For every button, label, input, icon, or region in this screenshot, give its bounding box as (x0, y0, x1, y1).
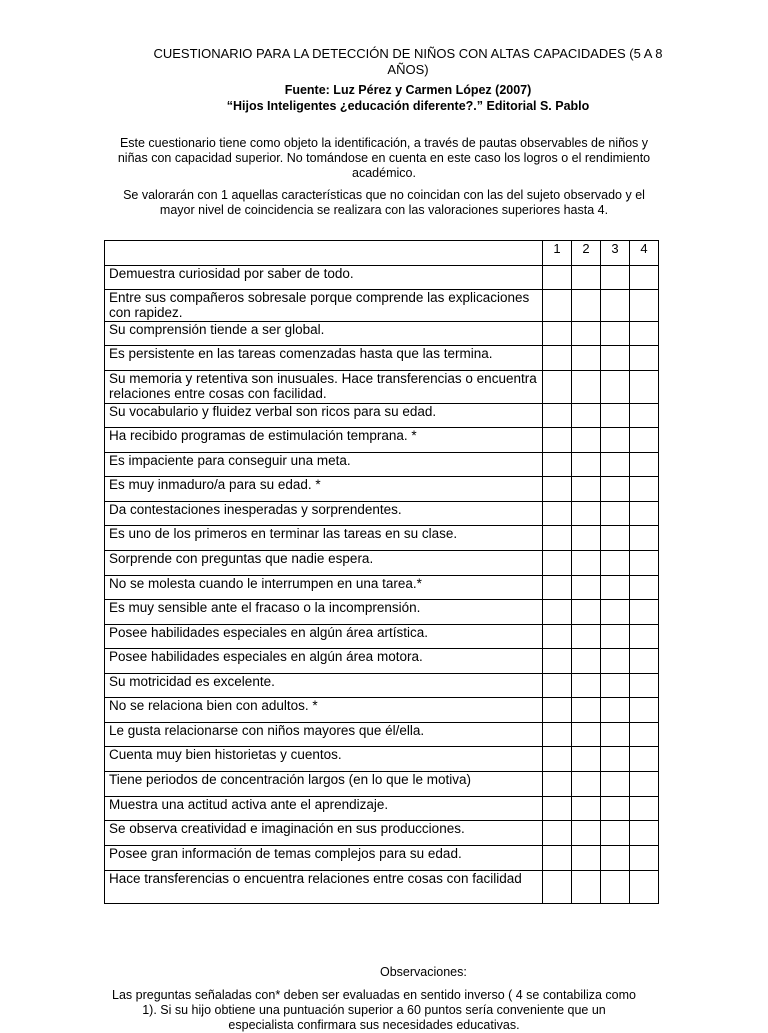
intro-paragraph: Este cuestionario tiene como objeto la identificación, a través de pautas observables de niños y niñas con capacidad superior. No tomándose en cuenta en este caso los logros o el rendimiento académico. (117, 136, 651, 180)
score-cell-4[interactable] (630, 290, 659, 322)
score-cell-3[interactable] (601, 600, 630, 625)
score-cell-1[interactable] (543, 346, 572, 371)
score-cell-4[interactable] (630, 600, 659, 625)
score-cell-2[interactable] (572, 747, 601, 772)
score-cell-2[interactable] (572, 322, 601, 346)
table-row (105, 625, 659, 649)
score-cell-4[interactable] (630, 477, 659, 502)
score-cell-1[interactable] (543, 502, 572, 526)
score-cell-3[interactable] (601, 723, 630, 747)
table-row (105, 290, 659, 322)
score-cell-4[interactable] (630, 428, 659, 453)
score-column-header: 2 (572, 241, 601, 266)
score-cell-1[interactable] (543, 371, 572, 404)
item-text: Tiene periodos de concentración largos (en lo que le motiva) (105, 772, 543, 797)
score-cell-2[interactable] (572, 772, 601, 797)
score-cell-3[interactable] (601, 322, 630, 346)
score-cell-2[interactable] (572, 797, 601, 821)
observations-text: Las preguntas señaladas con* deben ser evaluadas en sentido inverso ( 4 se contabiliza como 1). Si su hijo obtiene una puntuación superior a 60 puntos sería conveniente que un especialista confirmara sus necesidades educativas. (112, 988, 636, 1032)
score-cell-4[interactable] (630, 502, 659, 526)
score-cell-2[interactable] (572, 428, 601, 453)
score-column-header: 4 (630, 241, 659, 266)
score-column-header: 1 (543, 241, 572, 266)
score-cell-2[interactable] (572, 576, 601, 600)
scoring-instructions: Se valorarán con 1 aquellas características que no coincidan con las del sujeto observado y el mayor nivel de coincidencia se realizara con las valoraciones superiores hasta 4. (123, 188, 645, 217)
score-cell-1[interactable] (543, 453, 572, 477)
item-text: Le gusta relacionarse con niños mayores que él/ella. (105, 723, 543, 747)
item-text: Entre sus compañeros sobresale porque comprende las explicaciones con rapidez. (105, 290, 543, 322)
table-row (105, 797, 659, 821)
score-cell-2[interactable] (572, 674, 601, 698)
item-text: Sorprende con preguntas que nadie espera. (105, 551, 543, 576)
score-cell-4[interactable] (630, 266, 659, 290)
score-cell-1[interactable] (543, 266, 572, 290)
score-cell-3[interactable] (601, 698, 630, 723)
observations-title: Observaciones: (380, 965, 467, 979)
document-title: CUESTIONARIO PARA LA DETECCIÓN DE NIÑOS CON ALTAS CAPACIDADES (5 A 8 AÑOS) (153, 46, 663, 77)
table-header-row (105, 241, 659, 266)
item-text: Cuenta muy bien historietas y cuentos. (105, 747, 543, 772)
table-row (105, 266, 659, 290)
table-row (105, 846, 659, 871)
source-authors: Fuente: Luz Pérez y Carmen López (2007) (284, 83, 532, 97)
score-cell-2[interactable] (572, 625, 601, 649)
score-cell-3[interactable] (601, 871, 630, 904)
score-cell-4[interactable] (630, 674, 659, 698)
score-cell-2[interactable] (572, 551, 601, 576)
score-cell-2[interactable] (572, 371, 601, 404)
score-cell-1[interactable] (543, 428, 572, 453)
table-row (105, 747, 659, 772)
score-cell-4[interactable] (630, 846, 659, 871)
score-cell-4[interactable] (630, 576, 659, 600)
table-row (105, 723, 659, 747)
table-row (105, 526, 659, 551)
table-row (105, 371, 659, 404)
questionnaire-table (104, 240, 659, 904)
score-cell-1[interactable] (543, 821, 572, 846)
table-row (105, 821, 659, 846)
table-row (105, 453, 659, 477)
table-row (105, 404, 659, 428)
header-blank-cell (105, 241, 543, 266)
score-cell-2[interactable] (572, 290, 601, 322)
score-cell-4[interactable] (630, 698, 659, 723)
score-cell-3[interactable] (601, 502, 630, 526)
source-citation (150, 82, 666, 114)
score-cell-3[interactable] (601, 821, 630, 846)
score-cell-3[interactable] (601, 404, 630, 428)
item-text: Se observa creatividad e imaginación en sus producciones. (105, 821, 543, 846)
table-row (105, 576, 659, 600)
item-text: Posee habilidades especiales en algún área motora. (105, 649, 543, 674)
score-cell-2[interactable] (572, 649, 601, 674)
score-cell-3[interactable] (601, 846, 630, 871)
score-cell-1[interactable] (543, 772, 572, 797)
score-column-header: 3 (601, 241, 630, 266)
score-cell-3[interactable] (601, 747, 630, 772)
score-cell-4[interactable] (630, 797, 659, 821)
score-cell-3[interactable] (601, 625, 630, 649)
score-cell-1[interactable] (543, 625, 572, 649)
score-cell-3[interactable] (601, 576, 630, 600)
score-cell-1[interactable] (543, 723, 572, 747)
score-cell-4[interactable] (630, 404, 659, 428)
score-cell-2[interactable] (572, 526, 601, 551)
score-cell-4[interactable] (630, 821, 659, 846)
score-cell-1[interactable] (543, 698, 572, 723)
score-cell-4[interactable] (630, 371, 659, 404)
score-cell-1[interactable] (543, 846, 572, 871)
score-cell-2[interactable] (572, 453, 601, 477)
score-cell-2[interactable] (572, 723, 601, 747)
score-cell-2[interactable] (572, 698, 601, 723)
score-cell-3[interactable] (601, 428, 630, 453)
item-text: Es persistente en las tareas comenzadas hasta que las termina. (105, 346, 543, 371)
score-cell-4[interactable] (630, 871, 659, 904)
source-book: “Hijos Inteligentes ¿educación diferente?.” Editorial S. Pablo (226, 99, 590, 113)
score-cell-3[interactable] (601, 266, 630, 290)
score-cell-1[interactable] (543, 649, 572, 674)
score-cell-1[interactable] (543, 290, 572, 322)
item-text: No se relaciona bien con adultos. * (105, 698, 543, 723)
score-cell-4[interactable] (630, 526, 659, 551)
score-cell-3[interactable] (601, 649, 630, 674)
score-cell-4[interactable] (630, 772, 659, 797)
score-cell-3[interactable] (601, 797, 630, 821)
score-cell-2[interactable] (572, 600, 601, 625)
table-row (105, 772, 659, 797)
table-row (105, 674, 659, 698)
score-cell-4[interactable] (630, 649, 659, 674)
score-cell-3[interactable] (601, 477, 630, 502)
table-row (105, 649, 659, 674)
table-row (105, 551, 659, 576)
table-row (105, 477, 659, 502)
item-text: Su motricidad es excelente. (105, 674, 543, 698)
score-cell-2[interactable] (572, 477, 601, 502)
table-row (105, 428, 659, 453)
table-row (105, 871, 659, 904)
score-cell-4[interactable] (630, 453, 659, 477)
item-text: Es uno de los primeros en terminar las tareas en su clase. (105, 526, 543, 551)
score-cell-2[interactable] (572, 821, 601, 846)
item-text: Su memoria y retentiva son inusuales. Hace transferencias o encuentra relaciones entre cosas con facilidad. (105, 371, 543, 404)
score-cell-2[interactable] (572, 846, 601, 871)
score-cell-3[interactable] (601, 551, 630, 576)
table-row (105, 502, 659, 526)
item-text: Hace transferencias o encuentra relaciones entre cosas con facilidad (105, 871, 543, 904)
item-text: Es muy inmaduro/a para su edad. * (105, 477, 543, 502)
score-cell-4[interactable] (630, 723, 659, 747)
score-cell-3[interactable] (601, 772, 630, 797)
score-cell-2[interactable] (572, 404, 601, 428)
score-cell-1[interactable] (543, 404, 572, 428)
item-text: No se molesta cuando le interrumpen en una tarea.* (105, 576, 543, 600)
item-text: Es muy sensible ante el fracaso o la incomprensión. (105, 600, 543, 625)
score-cell-1[interactable] (543, 600, 572, 625)
score-cell-1[interactable] (543, 526, 572, 551)
score-cell-4[interactable] (630, 551, 659, 576)
item-text: Da contestaciones inesperadas y sorprendentes. (105, 502, 543, 526)
score-cell-1[interactable] (543, 551, 572, 576)
score-cell-2[interactable] (572, 502, 601, 526)
item-text: Demuestra curiosidad por saber de todo. (105, 266, 543, 290)
score-cell-1[interactable] (543, 747, 572, 772)
score-cell-3[interactable] (601, 290, 630, 322)
item-text: Es impaciente para conseguir una meta. (105, 453, 543, 477)
score-cell-3[interactable] (601, 453, 630, 477)
item-text: Posee habilidades especiales en algún área artística. (105, 625, 543, 649)
item-text: Su vocabulario y fluidez verbal son ricos para su edad. (105, 404, 543, 428)
score-cell-1[interactable] (543, 322, 572, 346)
score-cell-4[interactable] (630, 322, 659, 346)
score-cell-4[interactable] (630, 346, 659, 371)
score-cell-2[interactable] (572, 346, 601, 371)
item-text: Ha recibido programas de estimulación temprana. * (105, 428, 543, 453)
item-text: Posee gran información de temas complejos para su edad. (105, 846, 543, 871)
score-cell-1[interactable] (543, 477, 572, 502)
score-cell-1[interactable] (543, 871, 572, 904)
score-cell-3[interactable] (601, 674, 630, 698)
table-row (105, 346, 659, 371)
table-row (105, 322, 659, 346)
score-cell-2[interactable] (572, 266, 601, 290)
score-cell-1[interactable] (543, 576, 572, 600)
item-text: Muestra una actitud activa ante el aprendizaje. (105, 797, 543, 821)
score-cell-4[interactable] (630, 625, 659, 649)
score-cell-3[interactable] (601, 526, 630, 551)
score-cell-4[interactable] (630, 747, 659, 772)
score-cell-3[interactable] (601, 371, 630, 404)
table-row (105, 698, 659, 723)
score-cell-2[interactable] (572, 871, 601, 904)
score-cell-1[interactable] (543, 797, 572, 821)
score-cell-3[interactable] (601, 346, 630, 371)
item-text: Su comprensión tiende a ser global. (105, 322, 543, 346)
score-cell-1[interactable] (543, 674, 572, 698)
table-row (105, 600, 659, 625)
